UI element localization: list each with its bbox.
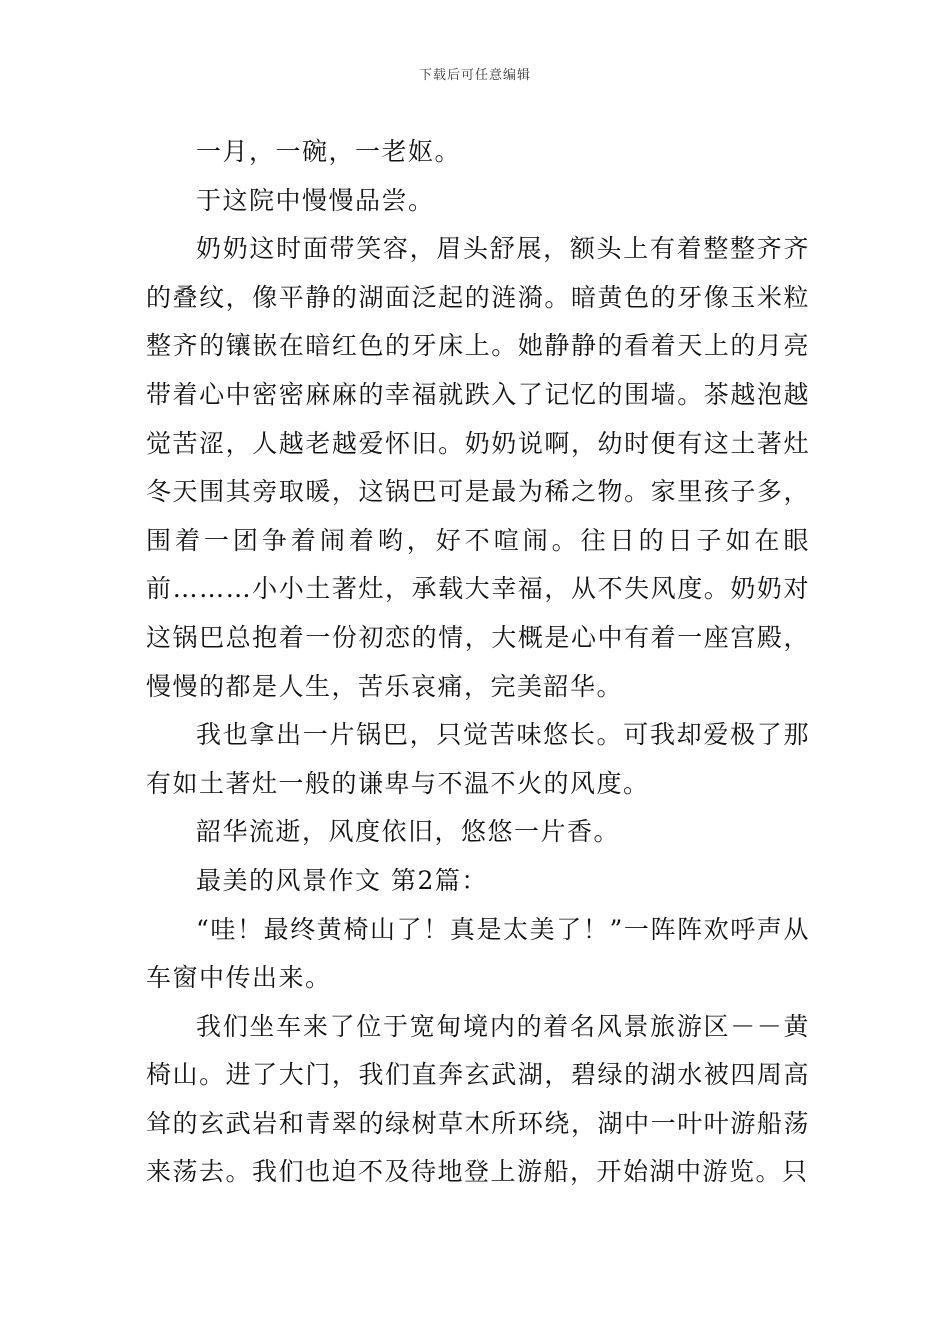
section-heading: 最美的风景作文 第2篇： <box>196 865 488 895</box>
paragraph: 于这院中慢慢品尝。 <box>196 185 435 215</box>
page-header: 下载后可任意编辑 <box>418 68 531 83</box>
paragraph: “哇！最终黄椅山了！真是太美了！”一阵阵欢呼声从车窗中传出来。 <box>146 914 810 993</box>
paragraph: 我也拿出一片锅巴，只觉苦味悠长。可我却爱极了那有如土著灶一般的谦卑与不温不火的风度。 <box>146 720 810 798</box>
document-body <box>146 128 810 1197</box>
paragraph: 韶华流逝，风度依旧，悠悠一片香。 <box>196 817 621 847</box>
paragraph: 一月，一碗，一老妪。 <box>196 137 462 166</box>
paragraph: 我们坐车来了位于宽甸境内的着名风景旅游区－－黄椅山。进了大门，我们直奔玄武湖，碧绿的湖水被四周高耸的玄武岩和青翠的绿树草木所环绕，湖中一叶叶游船荡来荡去。我们也迫不及待地登上游船，开始湖中游览。只 <box>146 1011 810 1187</box>
paragraph: 奶奶这时面带笑容，眉头舒展，额头上有着整整齐齐的叠纹，像平静的湖面泛起的涟漪。暗黄色的牙像玉米粒整齐的镶嵌在暗红色的牙床上。她静静的看着天上的月亮带着心中密密麻麻的幸福就跌入了记忆的围墙。茶越泡越觉苦涩，人越老越爱怀旧。奶奶说啊，幼时便有这土著灶冬天围其旁取暖，这锅巴可是最为稀之物。家里孩子多，围着一团争着闹着哟，好不喧闹。往日的日子如在眼前………小小土著灶，承载大幸福，从不失风度。奶奶对这锅巴总抱着一份初恋的情，大概是心中有着一座宫殿，慢慢的都是人生，苦乐哀痛，完美韶华。 <box>146 234 810 701</box>
